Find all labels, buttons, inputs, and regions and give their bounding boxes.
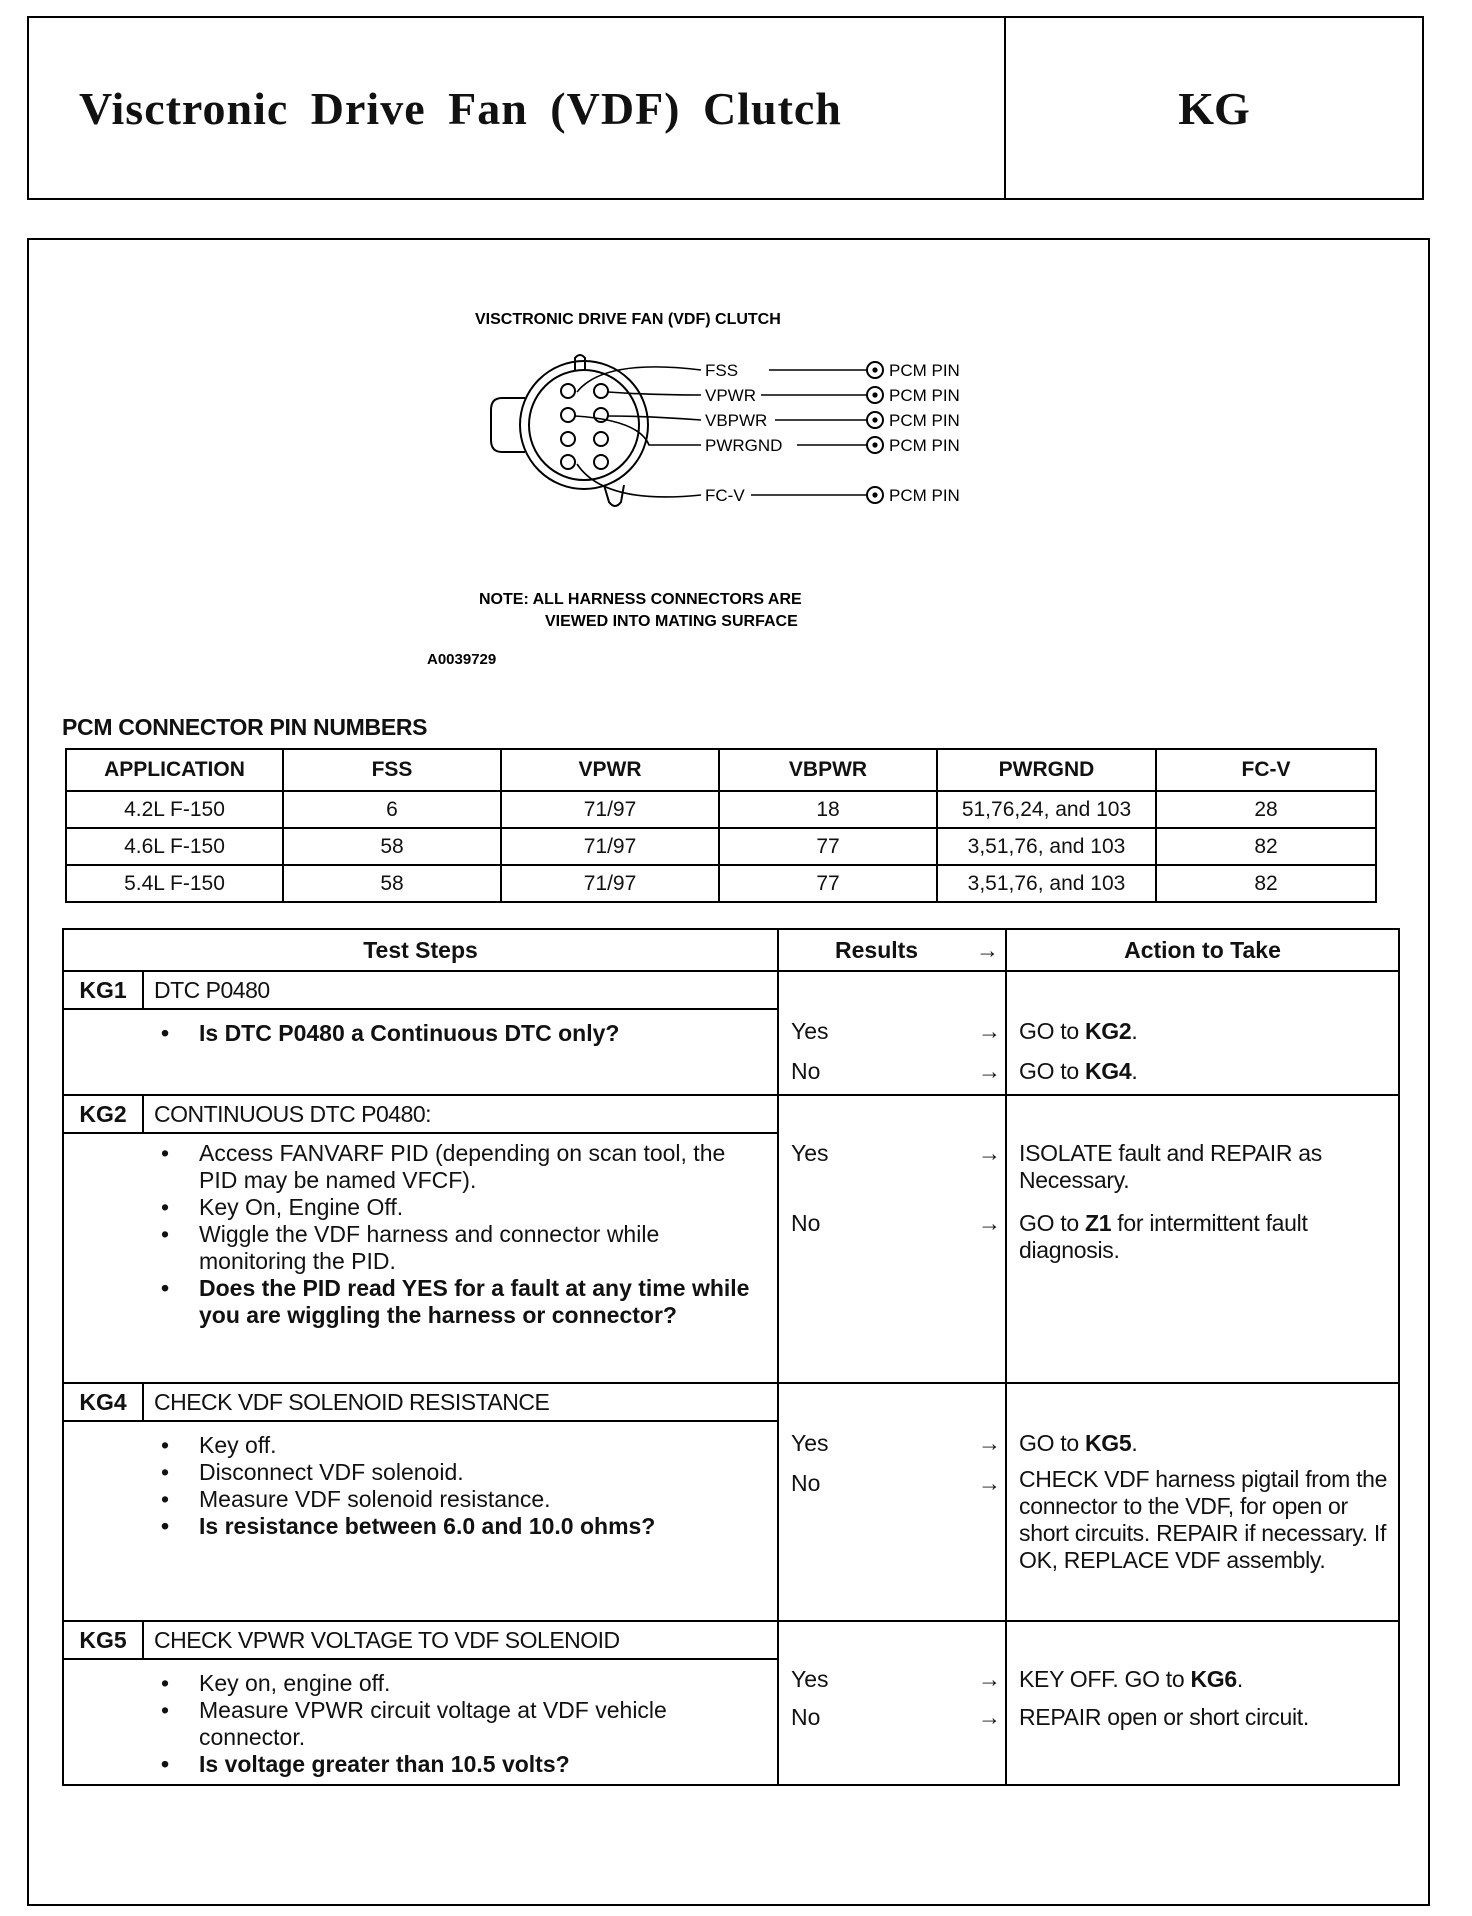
step-bullets bbox=[64, 1010, 777, 1053]
steps-header-row bbox=[63, 929, 1399, 971]
section-code: KG bbox=[1178, 82, 1250, 134]
diagram-note-line2: VIEWED INTO MATING SURFACE bbox=[545, 613, 798, 630]
table-header-row bbox=[66, 749, 1376, 791]
table-cell: 58 bbox=[283, 828, 501, 865]
pcm-table-heading: PCM CONNECTOR PIN NUMBERS bbox=[62, 714, 428, 740]
step-id: KG2 bbox=[64, 1096, 144, 1132]
result-label: No bbox=[791, 1210, 821, 1236]
wire-label-pwrgnd: PWRGND bbox=[705, 436, 783, 455]
table-cell: 4.6L F-150 bbox=[66, 828, 283, 865]
title-cell bbox=[29, 18, 1006, 198]
pcm-pin-label: PCM PIN bbox=[889, 436, 960, 455]
step-bullets bbox=[64, 1134, 777, 1335]
table-cell: 71/97 bbox=[501, 828, 719, 865]
step-bullet: • Disconnect VDF solenoid. bbox=[199, 1459, 757, 1486]
table-cell: 71/97 bbox=[501, 791, 719, 828]
column-header: APPLICATION bbox=[66, 749, 283, 791]
table-cell: 28 bbox=[1156, 791, 1376, 828]
result-label: No bbox=[791, 1704, 821, 1730]
table-cell: 51,76,24, and 103 bbox=[937, 791, 1156, 828]
result-yes bbox=[779, 1428, 1005, 1458]
title-box bbox=[27, 16, 1424, 200]
action-yes: GO to KG2. bbox=[1019, 1018, 1138, 1044]
table-cell: 82 bbox=[1156, 828, 1376, 865]
step-bullet: • Measure VPWR circuit voltage at VDF vehicle connector. bbox=[199, 1697, 757, 1751]
result-no bbox=[779, 1468, 1005, 1498]
column-header: FSS bbox=[283, 749, 501, 791]
step-link: KG6 bbox=[1190, 1666, 1237, 1692]
test-step-cell bbox=[63, 1621, 778, 1785]
arrow-icon: → bbox=[978, 1018, 1001, 1044]
table-row bbox=[66, 865, 1376, 902]
result-label: No bbox=[791, 1058, 821, 1084]
step-id: KG4 bbox=[64, 1384, 144, 1420]
step-question: • Is resistance between 6.0 and 10.0 ohms? bbox=[199, 1513, 757, 1540]
diagram-title: VISCTRONIC DRIVE FAN (VDF) CLUTCH bbox=[475, 311, 781, 328]
action-cell bbox=[1006, 1621, 1399, 1785]
test-step-cell bbox=[63, 1383, 778, 1621]
step-title: CONTINUOUS DTC P0480: bbox=[154, 1100, 432, 1127]
action-cell bbox=[1006, 971, 1399, 1095]
table-cell: 6 bbox=[283, 791, 501, 828]
action-no: GO to KG4. bbox=[1019, 1058, 1138, 1084]
wire-label-vpwr: VPWR bbox=[705, 386, 756, 405]
step-bullet: • Wiggle the VDF harness and connector while monitoring the PID. bbox=[199, 1221, 757, 1275]
step-bullet: • Measure VDF solenoid resistance. bbox=[199, 1486, 757, 1513]
table-cell: 3,51,76, and 103 bbox=[937, 865, 1156, 902]
action-no: CHECK VDF harness pigtail from the connector to the VDF, for open or short circuits. REPAIR if necessary. If OK, REPLACE VDF assembly. bbox=[1019, 1466, 1388, 1573]
column-header: VBPWR bbox=[719, 749, 937, 791]
step-bullets bbox=[64, 1660, 777, 1784]
column-header: VPWR bbox=[501, 749, 719, 791]
arrow-icon: → bbox=[978, 1704, 1001, 1730]
step-link: Z1 bbox=[1084, 1210, 1112, 1236]
action-yes: GO to KG5. bbox=[1019, 1430, 1138, 1456]
result-label: Yes bbox=[791, 1018, 829, 1044]
step-link: KG5 bbox=[1084, 1430, 1132, 1456]
connector-diagram bbox=[29, 240, 1428, 680]
column-header: PWRGND bbox=[937, 749, 1156, 791]
step-title-bar bbox=[64, 1384, 777, 1422]
step-id: KG5 bbox=[64, 1622, 144, 1658]
result-label: Yes bbox=[791, 1666, 829, 1692]
results-header-label: Results bbox=[835, 936, 919, 963]
pcm-pin-table bbox=[65, 748, 1377, 903]
main-box bbox=[27, 238, 1430, 1906]
diagram-note-line1: NOTE: ALL HARNESS CONNECTORS ARE bbox=[479, 591, 802, 608]
table-row bbox=[66, 828, 1376, 865]
page-title: Visctronic Drive Fan (VDF) Clutch bbox=[79, 82, 842, 134]
pcm-pin-label: PCM PIN bbox=[889, 411, 960, 430]
step-link: KG4 bbox=[1084, 1058, 1132, 1084]
step-bullets bbox=[64, 1422, 777, 1546]
action-header: Action to Take bbox=[1006, 929, 1399, 971]
result-yes bbox=[779, 1016, 1005, 1046]
results-cell bbox=[778, 1621, 1006, 1785]
pcm-pin-label: PCM PIN bbox=[889, 386, 960, 405]
test-step-row bbox=[63, 971, 1399, 1095]
figure-id: A0039729 bbox=[427, 651, 497, 668]
connector-icon bbox=[491, 355, 648, 506]
table-cell: 4.2L F-150 bbox=[66, 791, 283, 828]
step-title: CHECK VPWR VOLTAGE TO VDF SOLENOID bbox=[154, 1626, 620, 1653]
results-cell bbox=[778, 1095, 1006, 1383]
step-title-bar bbox=[64, 1096, 777, 1134]
step-title-bar bbox=[64, 1622, 777, 1660]
table-cell: 71/97 bbox=[501, 865, 719, 902]
test-step-cell bbox=[63, 971, 778, 1095]
result-no bbox=[779, 1208, 1005, 1238]
step-id: KG1 bbox=[64, 972, 144, 1008]
step-question: • Does the PID read YES for a fault at any time while you are wiggling the harness or connector? bbox=[199, 1275, 757, 1329]
step-bullet: • Key On, Engine Off. bbox=[199, 1194, 757, 1221]
step-title: DTC P0480 bbox=[154, 976, 270, 1003]
action-cell bbox=[1006, 1095, 1399, 1383]
results-cell bbox=[778, 1383, 1006, 1621]
action-cell bbox=[1006, 1383, 1399, 1621]
wire-label-vbpwr: VBPWR bbox=[705, 411, 768, 430]
table-cell: 58 bbox=[283, 865, 501, 902]
arrow-icon: → bbox=[978, 1058, 1001, 1084]
action-no: GO to Z1 for intermittent fault diagnosis. bbox=[1019, 1210, 1308, 1263]
step-bullet: • Access FANVARF PID (depending on scan tool, the PID may be named VFCF). bbox=[199, 1140, 757, 1194]
action-no: REPAIR open or short circuit. bbox=[1019, 1704, 1309, 1730]
step-bullet: • Key on, engine off. bbox=[199, 1670, 757, 1697]
test-step-row bbox=[63, 1621, 1399, 1785]
step-link: KG2 bbox=[1084, 1018, 1132, 1044]
step-title: CHECK VDF SOLENOID RESISTANCE bbox=[154, 1388, 550, 1415]
wire-label-fcv: FC-V bbox=[705, 486, 745, 505]
arrow-icon: → bbox=[978, 1666, 1001, 1692]
arrow-icon: → bbox=[978, 1140, 1001, 1166]
arrow-icon: → bbox=[978, 1470, 1001, 1496]
table-cell: 5.4L F-150 bbox=[66, 865, 283, 902]
action-yes: ISOLATE fault and REPAIR as Necessary. bbox=[1019, 1140, 1322, 1193]
test-steps-table bbox=[62, 928, 1400, 1786]
arrow-icon: → bbox=[978, 1210, 1001, 1236]
arrow-icon: → bbox=[976, 936, 999, 963]
result-label: Yes bbox=[791, 1140, 829, 1166]
step-question: • Is DTC P0480 a Continuous DTC only? bbox=[199, 1020, 757, 1047]
result-yes bbox=[779, 1138, 1005, 1168]
table-cell: 77 bbox=[719, 828, 937, 865]
column-header: FC-V bbox=[1156, 749, 1376, 791]
step-title-bar bbox=[64, 972, 777, 1010]
test-steps-header: Test Steps bbox=[63, 929, 778, 971]
test-step-row bbox=[63, 1383, 1399, 1621]
action-yes: KEY OFF. GO to KG6. bbox=[1019, 1666, 1243, 1692]
step-question: • Is voltage greater than 10.5 volts? bbox=[199, 1751, 757, 1778]
pcm-pin-label: PCM PIN bbox=[889, 361, 960, 380]
table-row bbox=[66, 791, 1376, 828]
result-yes bbox=[779, 1664, 1005, 1694]
table-cell: 82 bbox=[1156, 865, 1376, 902]
test-step-row bbox=[63, 1095, 1399, 1383]
code-cell bbox=[1006, 18, 1422, 198]
step-bullet: • Key off. bbox=[199, 1432, 757, 1459]
results-cell bbox=[778, 971, 1006, 1095]
results-header bbox=[778, 929, 1006, 971]
wire-label-fss: FSS bbox=[705, 361, 739, 380]
pcm-pin-terminals bbox=[867, 362, 883, 503]
table-cell: 77 bbox=[719, 865, 937, 902]
result-no bbox=[779, 1702, 1005, 1732]
arrow-icon: → bbox=[978, 1430, 1001, 1456]
test-step-cell bbox=[63, 1095, 778, 1383]
result-label: Yes bbox=[791, 1430, 829, 1456]
table-cell: 18 bbox=[719, 791, 937, 828]
pcm-pin-label: PCM PIN bbox=[889, 486, 960, 505]
result-label: No bbox=[791, 1470, 821, 1496]
table-cell: 3,51,76, and 103 bbox=[937, 828, 1156, 865]
result-no bbox=[779, 1056, 1005, 1086]
